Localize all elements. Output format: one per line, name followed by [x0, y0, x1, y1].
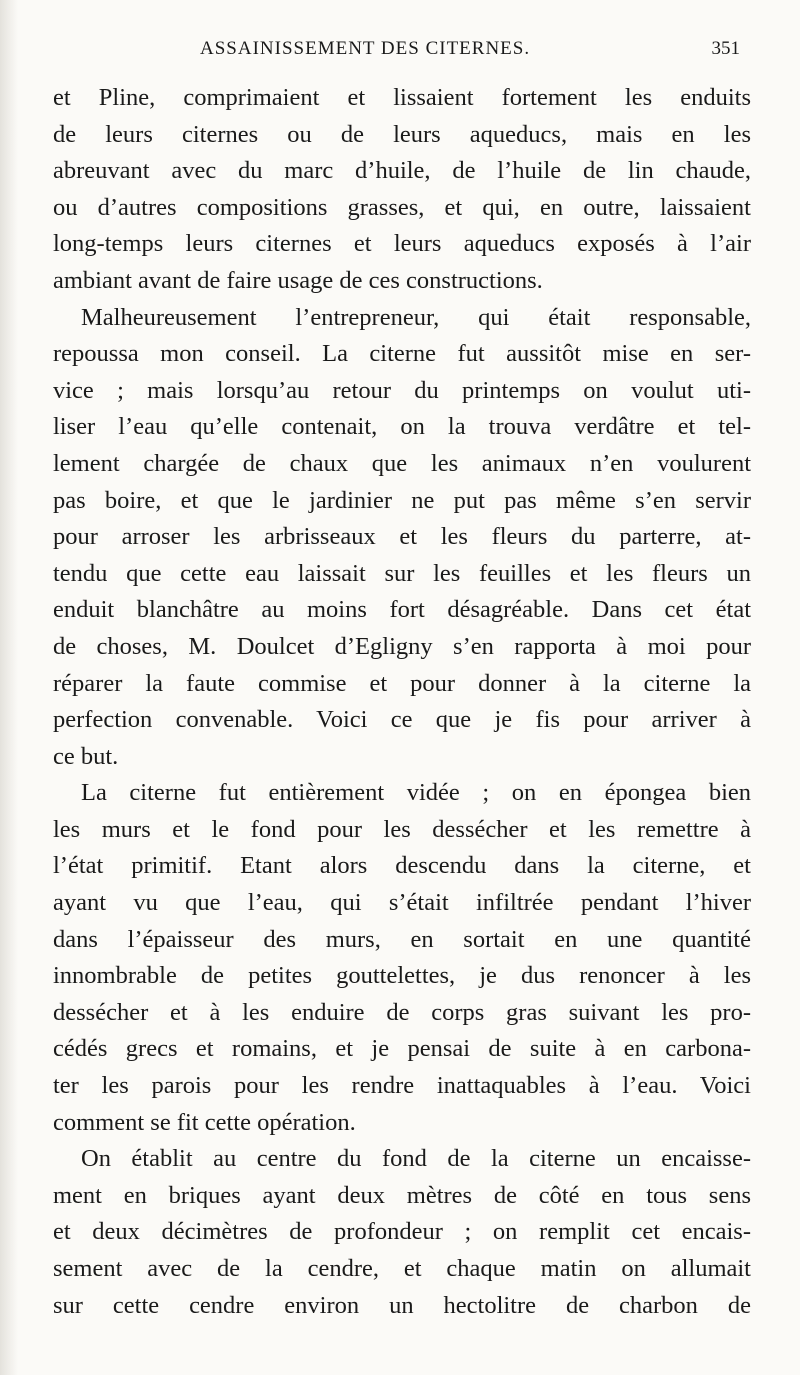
paragraph-start-line: Malheureusement l’entrepreneur, qui était responsable,: [81, 303, 751, 331]
text-line: et deux décimètres de profondeur ; on remplit cet encais-: [53, 1218, 751, 1246]
text-line: vice ; mais lorsqu’au retour du printemps on voulut uti-: [53, 376, 751, 404]
text-line: de leurs citernes ou de leurs aqueducs, mais en les: [53, 120, 751, 148]
text-line: ter les parois pour les rendre inattaquables à l’eau. Voici: [53, 1072, 751, 1100]
text-line: pas boire, et que le jardinier ne put pas même s’en servir: [53, 486, 751, 514]
text-line: dessécher et à les enduire de corps gras suivant les pro-: [53, 998, 751, 1026]
text-line: cédés grecs et romains, et je pensai de suite à en carbona-: [53, 1035, 751, 1063]
running-header: [200, 38, 740, 68]
paragraph-start-line: La citerne fut entièrement vidée ; on en épongea bien: [81, 779, 751, 807]
text-line: perfection convenable. Voici ce que je fis pour arriver à: [53, 706, 751, 734]
text-line: abreuvant avec du marc d’huile, de l’huile de lin chaude,: [53, 157, 751, 185]
text-line: repoussa mon conseil. La citerne fut aussitôt mise en ser-: [53, 340, 751, 368]
text-line: comment se fit cette opération.: [53, 1108, 356, 1136]
text-line: les murs et le fond pour les dessécher et les remettre à: [53, 815, 751, 843]
text-line: réparer la faute commise et pour donner à la citerne la: [53, 669, 751, 697]
paragraph-start-line: On établit au centre du fond de la citerne un encaisse-: [81, 1145, 751, 1173]
text-line: ou d’autres compositions grasses, et qui, en outre, laissaient: [53, 193, 751, 221]
text-line: ayant vu que l’eau, qui s’était infiltrée pendant l’hiver: [53, 889, 751, 917]
running-title: ASSAINISSEMENT DES CITERNES.: [200, 38, 531, 59]
text-line: lement chargée de chaux que les animaux n’en voulurent: [53, 449, 751, 477]
text-line: et Pline, comprimaient et lissaient fortement les enduits: [53, 84, 751, 111]
text-line: long-temps leurs citernes et leurs aqueducs exposés à l’air: [53, 230, 751, 258]
body-text: [53, 80, 751, 1324]
text-line: sur cette cendre environ un hectolitre de charbon de: [53, 1291, 751, 1319]
text-line: ce but.: [53, 742, 119, 770]
text-line: ambiant avant de faire usage de ces constructions.: [53, 266, 543, 294]
text-line: liser l’eau qu’elle contenait, on la trouva verdâtre et tel-: [53, 413, 751, 441]
text-line: de choses, M. Doulcet d’Egligny s’en rapporta à moi pour: [53, 632, 751, 660]
text-line: enduit blanchâtre au moins fort désagréable. Dans cet état: [53, 596, 751, 624]
page-edge-shadow: [0, 0, 18, 1375]
text-line: tendu que cette eau laissait sur les feuilles et les fleurs un: [53, 559, 751, 587]
text-line: dans l’épaisseur des murs, en sortait en une quantité: [53, 925, 751, 953]
text-line: innombrable de petites gouttelettes, je dus renoncer à les: [53, 962, 751, 990]
text-line: ment en briques ayant deux mètres de côté en tous sens: [53, 1181, 751, 1209]
text-line: pour arroser les arbrisseaux et les fleurs du parterre, at-: [53, 523, 751, 551]
text-line: sement avec de la cendre, et chaque matin on allumait: [53, 1255, 751, 1282]
text-line: l’état primitif. Etant alors descendu dans la citerne, et: [53, 852, 751, 880]
page-number: 351: [711, 38, 740, 59]
